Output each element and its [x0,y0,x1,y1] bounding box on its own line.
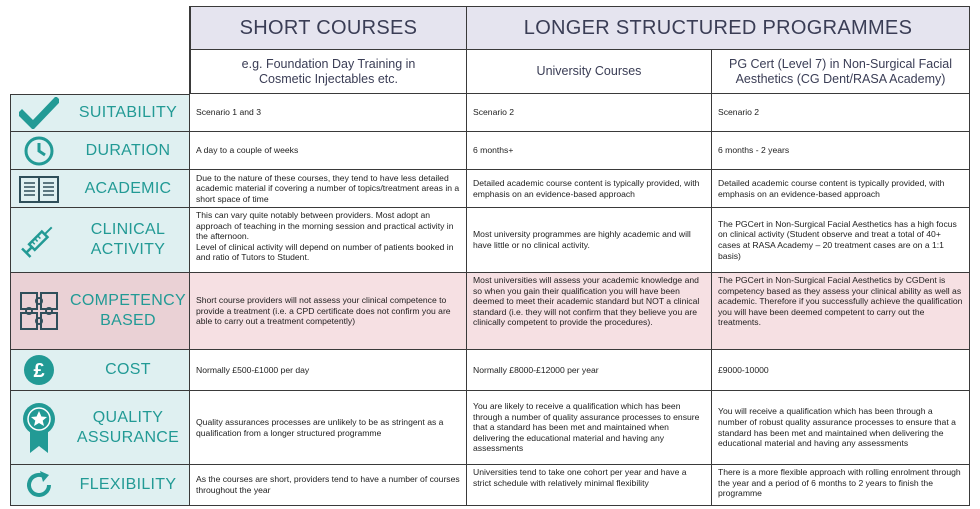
cell-duration-univ: 6 months+ [467,132,712,170]
row-label-duration [10,132,190,170]
cell-quality-pgcert: You will receive a qualification which has been through a number of robust quality assurance processes to ensure that a standard has been met and maintained when delivering the educational material and having any assessments [712,391,970,465]
cell-academic-pgcert: Detailed academic course content is typically provided, with emphasis on an evidence-based approach [712,170,970,208]
cell-suitability-short: Scenario 1 and 3 [190,94,467,132]
clock-icon [11,135,67,167]
label-clinical: CLINICAL ACTIVITY [90,221,166,258]
cell-cost-pgcert: £9000-10000 [712,350,970,391]
label-academic: ACADEMIC [84,179,172,197]
cell-academic-short: Due to the nature of these courses, they tend to have less detailed academic material if covering a number of topics/treatment areas in a short space of time [190,170,467,208]
row-label-suitability [10,94,190,132]
cell-quality-univ: You are likely to receive a qualification which has been through a number of quality assurance processes to ensure that a standard has been met and maintained when delivering the educational material and having any assessments [467,391,712,465]
checkmark-icon [11,97,67,129]
award-ribbon-icon [11,401,67,455]
row-label-academic [10,170,190,208]
label-cost: COST [105,361,151,378]
cell-academic-univ: Detailed academic course content is typically provided, with emphasis on an evidence-based approach [467,170,712,208]
cell-competency-univ: Most universities will assess your academic knowledge and so when you gain their qualification you will have been deemed to meet their academic standard but NOT a clinical standard (i.e. they will not confirm that they believe you are clinically competent to provide the procedures). [467,273,712,350]
subheader-pgcert-text: PG Cert (Level 7) in Non-Surgical Facial Aesthetics (CG Dent/RASA Academy) [729,56,952,86]
label-competency: COMPETENCY BASED [70,292,186,329]
subheader-short [190,50,467,94]
row-label-quality [10,391,190,465]
cell-cost-short: Normally £500-£1000 per day [190,350,467,391]
open-book-icon [11,174,67,204]
pound-coin-icon [11,353,67,387]
cell-suitability-pgcert: Scenario 2 [712,94,970,132]
refresh-icon [11,468,67,502]
label-duration: DURATION [85,141,171,159]
label-suitability: SUITABILITY [78,104,178,121]
header-longer-programmes: LONGER STRUCTURED PROGRAMMES [467,6,970,50]
row-label-clinical [10,208,190,273]
row-label-competency [10,273,190,350]
syringe-icon [11,218,67,262]
subheader-university [467,50,712,94]
label-flexibility: FLEXIBILITY [79,476,177,493]
cell-cost-univ: Normally £8000-£12000 per year [467,350,712,391]
row-label-cost [10,350,190,391]
svg-text:£: £ [33,360,45,382]
subheader-pgcert [712,50,970,94]
puzzle-icon [11,289,67,333]
cell-flexibility-univ: Universities tend to take one cohort per year and have a strict schedule with relatively minimal flexibility [467,465,712,506]
cell-flexibility-short: As the courses are short, providers tend to have a number of courses throughout the year [190,465,467,506]
cell-clinical-univ: Most university programmes are highly academic and will have little or no clinical activity. [467,208,712,273]
header-short-courses: SHORT COURSES [190,6,467,50]
cell-competency-short: Short course providers will not assess your clinical competence to provide a treatment (i.e. a CPD certificate does not confirm you are able to carry out a treatment competently) [190,273,467,350]
cell-competency-pgcert: The PGCert in Non-Surgical Facial Aesthetics by CGDent is competency based as they assess your clinical ability as well as academic. Therefore if you successfully achieve the qualification you will have been deemed competent to carry out the treatments. [712,273,970,350]
cell-clinical-short [190,208,467,273]
subheader-university-text: University Courses [536,64,642,78]
comparison-table [10,6,970,499]
corner-blank [10,6,190,50]
cell-flexibility-pgcert: There is a more flexible approach with rolling enrolment through the year and a period of 6 months to 2 years to finish the programme [712,465,970,506]
label-quality: QUALITY ASSURANCE [76,408,180,446]
cell-quality-short: Quality assurances processes are unlikely to be as stringent as a qualification from a longer structured programme [190,391,467,465]
row-label-flexibility [10,465,190,506]
cell-duration-pgcert: 6 months - 2 years [712,132,970,170]
cell-clinical-short-p2: Level of clinical activity will depend on number of patients booked in and ratio of Tutors to Student. [196,241,454,263]
cell-suitability-univ: Scenario 2 [467,94,712,132]
cell-duration-short: A day to a couple of weeks [190,132,467,170]
cell-clinical-pgcert: The PGCert in Non-Surgical Facial Aesthetics has a high focus on clinical activity (Student observe and treat a total of 40+ cases at RASA Academy – 20 treatment cases are on a 1:1 basis) [712,208,970,273]
subheader-short-text: e.g. Foundation Day Training in Cosmetic Injectables etc. [241,56,416,86]
corner-blank-2 [10,50,190,94]
cell-clinical-short-p1: This can vary quite notably between providers. Most adopt an approach of teaching in the morning session and practical activity in the afternoon. [196,210,454,242]
